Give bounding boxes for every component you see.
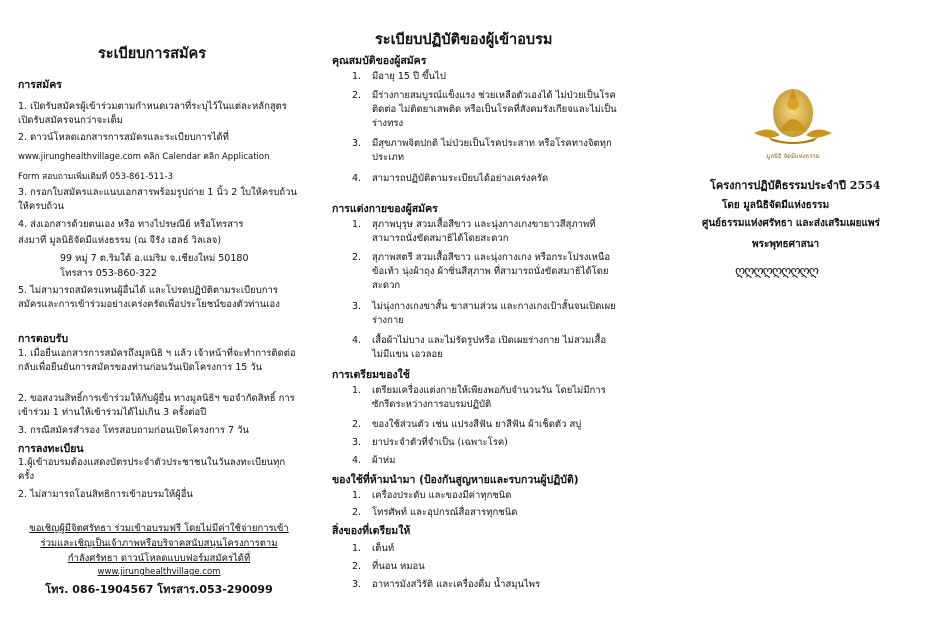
- apply-item-1: 1. เปิดรับสมัครผู้เข้าร่วมตามกำหนดเวลาที่ระบุไว้ในแต่ละหลักสูตร เปิดรับสมัครจนกว่าจะเต็ม: [18, 101, 287, 126]
- apply-item-4: 4. ส่งเอกสารด้วยตนเอง หรือ ทางไปรษณีย์ หรือโทรสาร: [18, 219, 244, 230]
- apply-item-5: 5. ไม่สามารถสมัครแทนผู้อื่นได้ และโปรดปฏิบัติตามระเบียบการสมัครและการเข้าร่วมอย่างเคร่งครัดเพื่อประโยชน์ของตัวท่านเอง: [18, 285, 280, 310]
- ornament-divider: ღღღღღღღღღ: [735, 264, 818, 279]
- project-title: โครงการปฏิบัติธรรมประจำปี 2554: [710, 179, 881, 192]
- buddha-logo-icon: [750, 85, 836, 151]
- invite-line-2: ร่วมและเชิญเป็นเจ้าภาพหรือบริจาคสนับสนุนโครงการตาม: [40, 538, 278, 549]
- by-line: โดย มูลนิธิจัดมีแห่งธรรม: [722, 200, 830, 211]
- qual-item-3-num: 3.: [352, 138, 362, 149]
- qual-item-4: สามารถปฏิบัติตามระเบียบได้อย่างเคร่งครัด: [372, 173, 549, 184]
- prep-item-2-num: 2.: [352, 419, 362, 430]
- logo-caption: มูลนิธิ จัดมีแห่งธรรม: [766, 153, 820, 160]
- prep-item-4: ผ้าห่ม: [372, 455, 396, 466]
- invite-line-1: ขอเชิญผู้มีจิตศรัทธา ร่วมเข้าอบรมฟรี โดยไม่มีค่าใช้จ่ายการเข้า: [29, 523, 289, 534]
- accept-item-1: 1. เมื่อยื่นเอกสารการสมัครถึงมูลนิธิ ฯ แล้ว เจ้าหน้าที่จะทำการติดต่อกลับเพื่อยืนยันการสมัครของท่านก่อนวันเปิดโครงการ 15 วัน: [18, 348, 296, 373]
- dress-item-1: สุภาพบุรุษ สวมเสื้อสีขาว และนุ่งกางเกงขายาวสีสุภาพที่สามารถนั่งขัดสมาธิได้โดยสะดวก: [372, 219, 596, 244]
- provided-heading: สิ่งของที่เตรียมให้: [332, 525, 411, 537]
- religion-line: พระพุทธศาสนา: [752, 239, 820, 250]
- banned-item-1-num: 1.: [352, 490, 362, 501]
- apply-item-3: 3. กรอกใบสมัครและแนบเอกสารพร้อมรูปถ่าย 1 นิ้ว 2 ใบให้ครบถ้วนให้ครบถ้วน: [18, 187, 297, 212]
- dress-item-2: สุภาพสตรี สวมเสื้อสีขาว และนุ่งกางเกง หรือกระโปรงเหนือข้อเท้า นุ่งผ้าถุง ผ้าซิ่นสีสุภาพ ที่สามารถนั่งขัดสมาธิได้โดยสะดวก: [372, 252, 611, 291]
- left-title: ระเบียบการสมัคร: [98, 46, 207, 62]
- qual-item-2: มีร่างกายสมบูรณ์แข็งแรง ช่วยเหลือตัวเองได้ ไม่ป่วยเป็นโรคติดต่อ ไม่ติดยาเสพติด หรือเป็นโรคที่สังคมรังเกียจและไม่เป็นร่างทรง: [372, 90, 617, 129]
- banned-item-2: โทรศัพท์ และอุปกรณ์สื่อสารทุกชนิด: [372, 507, 518, 518]
- dress-item-2-num: 2.: [352, 252, 362, 263]
- provided-item-1: เต็นท์: [372, 543, 395, 554]
- prep-item-1-num: 1.: [352, 385, 362, 396]
- banned-item-1: เครื่องประดับ และของมีค่าทุกชนิด: [372, 490, 512, 501]
- prep-item-2: ของใช้ส่วนตัว เช่น แปรงสีฟัน ยาสีฟัน ผ้าเช็ดตัว สบู่: [372, 419, 582, 430]
- register-item-1: 1.ผู้เข้าอบรมต้องแสดงบัตรประจำตัวประชาชนในวันลงทะเบียนทุกครั้ง: [18, 457, 286, 482]
- dress-item-3-num: 3.: [352, 301, 362, 312]
- prep-item-3: ยาประจำตัวที่จำเป็น (เฉพาะโรค): [372, 437, 508, 448]
- qual-item-1: มีอายุ 15 ปี ขึ้นไป: [372, 71, 446, 82]
- prep-item-1: เตรียมเครื่องแต่งกายให้เพียงพอกับจำนวนวัน โดยไม่มีการซักรีดระหว่างการอบรมปฏิบัติ: [372, 385, 606, 410]
- qualification-heading: คุณสมบัติของผู้สมัคร: [332, 55, 427, 67]
- contact-line: โทร. 086-1904567 โทรสาร.053-290099: [45, 583, 273, 596]
- provided-item-1-num: 1.: [352, 543, 362, 554]
- prep-heading: การเตรียมของใช้: [332, 369, 410, 381]
- banned-heading: ของใช้ที่ห้ามนำมา (ป้องกันสูญหายและรบกวนผู้ปฏิบัติ): [332, 474, 579, 486]
- prep-item-3-num: 3.: [352, 437, 362, 448]
- website-link[interactable]: www.jirunghealthvillage.com: [97, 567, 221, 577]
- apply-item-2: 2. ดาวน์โหลดเอกสารการสมัครและระเบียบการได้ที่: [18, 132, 229, 143]
- banned-item-2-num: 2.: [352, 507, 362, 518]
- dress-item-1-num: 1.: [352, 219, 362, 230]
- register-heading: การลงทะเบียน: [18, 443, 84, 455]
- middle-title: ระเบียบปฏิบัติของผู้เข้าอบรม: [375, 32, 553, 48]
- accept-heading: การตอบรับ: [18, 333, 68, 345]
- dress-item-4: เสื้อผ้าไม่บาง และไม่รัดรูปหรือ เปิดเผยร่างกาย ไม่สวมเสื้อไม่มีแขน เอวลอย: [372, 335, 607, 360]
- invite-line-3: กำลังศรัทธา ดาวน์โหลดแบบฟอร์มสมัครได้ที่: [67, 553, 251, 564]
- qual-item-1-num: 1.: [352, 71, 362, 82]
- accept-item-2: 2. ขอสงวนสิทธิ์การเข้าร่วมให้กับผู้ยื่น ทางมูลนิธิฯ ขอจำกัดสิทธิ์ การเข้าร่วม 1 ท่านให้เข้าร่วมได้ไม่เกิน 3 ครั้งต่อปี: [18, 393, 295, 418]
- apply-heading: การสมัคร: [18, 79, 62, 91]
- apply-address: 99 หมู่ 7 ต.ริมใต้ อ.แม่ริม จ.เชียงใหม่ 50180: [60, 253, 249, 264]
- qual-item-4-num: 4.: [352, 173, 362, 184]
- provided-item-2-num: 2.: [352, 561, 362, 572]
- apply-form-phone: Form สอบถามเพิ่มเติมที่ 053-861-511-3: [18, 172, 174, 182]
- apply-send-to: ส่งมาที่ มูลนิธิจัดมีแห่งธรรม (ณ จีรัง เฮลธ์ วิลเลจ): [18, 235, 222, 246]
- accept-item-3: 3. กรณีสมัครสำรอง โทรสอบถามก่อนเปิดโครงการ 7 วัน: [18, 425, 249, 436]
- register-item-2: 2. ไม่สามารถโอนสิทธิการเข้าอบรมให้ผู้อื่น: [18, 489, 193, 500]
- apply-fax: โทรสาร 053-860-322: [60, 268, 157, 279]
- qual-item-3: มีสุขภาพจิตปกติ ไม่ป่วยเป็นโรคประสาท หรือโรคทางจิตทุกประเภท: [372, 138, 612, 163]
- dress-item-4-num: 4.: [352, 335, 362, 346]
- dress-item-3: ไม่นุ่งกางเกงขาสั้น ขาสามส่วน และกางเกงเป้าสั้นจนเปิดเผยร่างกาย: [372, 301, 616, 326]
- provided-item-3-num: 3.: [352, 579, 362, 590]
- dress-heading: การแต่งกายของผู้สมัคร: [332, 203, 438, 215]
- provided-item-2: ที่นอน หมอน: [372, 561, 425, 572]
- center-line: ศูนย์ธรรมแห่งศรัทธา และส่งเสริมเผยแพร่: [702, 218, 880, 229]
- apply-website-line: www.jirunghealthvillage.com คลิก Calendar คลิก Application: [18, 152, 270, 162]
- qual-item-2-num: 2.: [352, 90, 362, 101]
- prep-item-4-num: 4.: [352, 455, 362, 466]
- provided-item-3: อาหารมังสวิรัติ และเครื่องดื่ม น้ำสมุนไพร: [372, 579, 541, 590]
